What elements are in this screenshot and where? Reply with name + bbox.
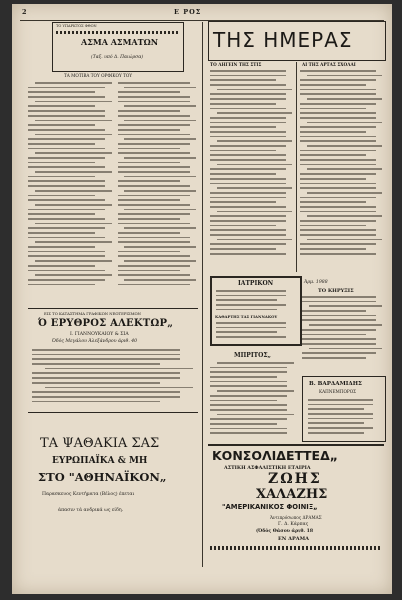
ad-divider-2: [28, 412, 198, 413]
ad1-top-line: ΕΙΣ ΤΟ ΚΑΤΑΣΤΗΜΑ ΓΡΑΦΙΚΩΝ ΝΕΩΤΕΡΙΣΜΩΝ: [44, 311, 141, 316]
column-divider: [202, 22, 203, 567]
iatrikon-text-2: [216, 322, 294, 340]
ad2-address: Παρασκευος Κεντήματα (Βέλος) έπεται: [42, 492, 135, 497]
page-header: [20, 6, 384, 21]
col1-heading: ΤΟ ΛΗΓΕΙΝ ΤΗΣ ΣΤΙΣ: [210, 62, 262, 67]
poem-title: ΑΣΜΑ ΑΣΜΑΤΩΝ: [81, 37, 159, 47]
kirixis-text: [302, 296, 384, 368]
paper-name: Ε ΡΟΣ: [174, 8, 202, 16]
vardamidis-subtitle: ΚΑΠΝΕΜΠΟΡΟΣ: [319, 389, 357, 394]
konsolidetted-subtitle: ΑΣΤΙΚΗ ΑΣΦΑΛΙΣΤΙΚΗ ΕΤΑΙΡΙΑ: [224, 465, 311, 471]
konsolidetted-title: ΚΟΝΣΟΛΙΔΕΤΤΕΔ„: [212, 448, 338, 463]
agent-address: (Όδός Θάσου άριθ. 18: [256, 529, 314, 534]
agent-name: Γ. Δ. Κάρπας: [278, 522, 309, 527]
ad-divider-right: [208, 444, 384, 446]
ad2-line1: ΤΑ ΨΑΘΑΚΙΑ ΣΑΣ: [40, 436, 160, 451]
right-column-divider: [296, 62, 297, 272]
poem-subtitle: ΤΑ ΜΟΤΙΒΑ ΤΟΥ ΟΡΦΙΚΟΥ ΤΟΥ: [64, 73, 133, 78]
vardamidis-box: [302, 376, 386, 442]
vardamidis-name: Β. ΒΑΡΔΑΜΙΔΗΣ: [309, 381, 362, 387]
poem-title-box: [52, 22, 184, 72]
bottom-ornament: [210, 546, 382, 550]
news-column-2: [300, 70, 384, 270]
iatrikon-text: [216, 290, 294, 312]
column-masthead: ΤΗΣ ΗΜΕΡΑΣ: [213, 28, 353, 52]
ad2-line2: ΕΥΡΩΠΑΪΚΑ & ΜΗ: [52, 456, 148, 466]
poem-text-column-1: [28, 82, 114, 304]
ornament-rule: [56, 31, 178, 34]
kirixis-title: ΤΟ ΚΗΡΥΞΙΣ: [318, 288, 354, 294]
ad1-body-text: [32, 349, 196, 407]
poem-box-date: ΤΟ ΥΠΑΡΚΤΟΣ ΦΘΟΝ: [56, 24, 97, 28]
poem-text-column-2: [118, 82, 198, 304]
date-line: Άρμ. 1988: [304, 280, 328, 285]
column-masthead-box: [208, 21, 386, 61]
ad-divider: [28, 308, 198, 309]
zois-title: ΖΩΗΣ: [268, 471, 322, 487]
iatrikon-title: ΙΑΤΡΙΚΟΝ: [238, 280, 274, 287]
poem-author: (Ταξ. υπό Δ. Παιώρσα): [91, 55, 143, 60]
iatrikon-box: [210, 276, 302, 346]
mpritos-title: ΜΠΡΙΤΟΣ„: [234, 352, 272, 359]
agent-city: ΕΝ ΔΡΑΜΑ: [278, 536, 310, 542]
mpritos-text: [210, 362, 296, 440]
news-column-1: [210, 70, 294, 270]
ad2-footer: άπασιν τά ανδρικά ως είδη.: [58, 508, 124, 513]
xalazis-title: ΧΑΛΑΖΗΣ: [256, 487, 328, 502]
amerikanikos-title: "ΑΜΕΡΙΚΑΝΙΚΟΣ ΦΟΙΝΙΞ„: [222, 503, 318, 511]
iatrikon-name: ΚΑΘΑΡΤΗΣ ΤΑΣ ΓΙΑΝΝΑΚΟΥ: [215, 314, 278, 319]
agents-line: Άντιπρόσωπος ΔΡΑΜΑΣ: [270, 515, 322, 520]
ad1-title: Ό ΕΡΥΘΡΟΣ ΑΛΕΚΤΩΡ„: [38, 318, 174, 329]
vardamidis-text: [308, 399, 380, 437]
ad1-owner: Ι. ΓΙΑΝΝΟΥΚΑΙΟΥ & ΣΙΑ: [70, 332, 129, 337]
col2-heading: ΑΙ ΤΗΣ ΑΡΤΑΣ ΣΧΟΛΑΙ: [302, 62, 356, 67]
ad2-line3: ΣΤΟ "ΑΘΗΝΑΪΚΟΝ„: [38, 470, 167, 484]
ad1-address: Όδός Μεγάλου Άλεξάνδρου άριθ. 40: [52, 339, 138, 344]
newspaper-page: [12, 4, 392, 594]
page-number: 2: [22, 8, 27, 16]
